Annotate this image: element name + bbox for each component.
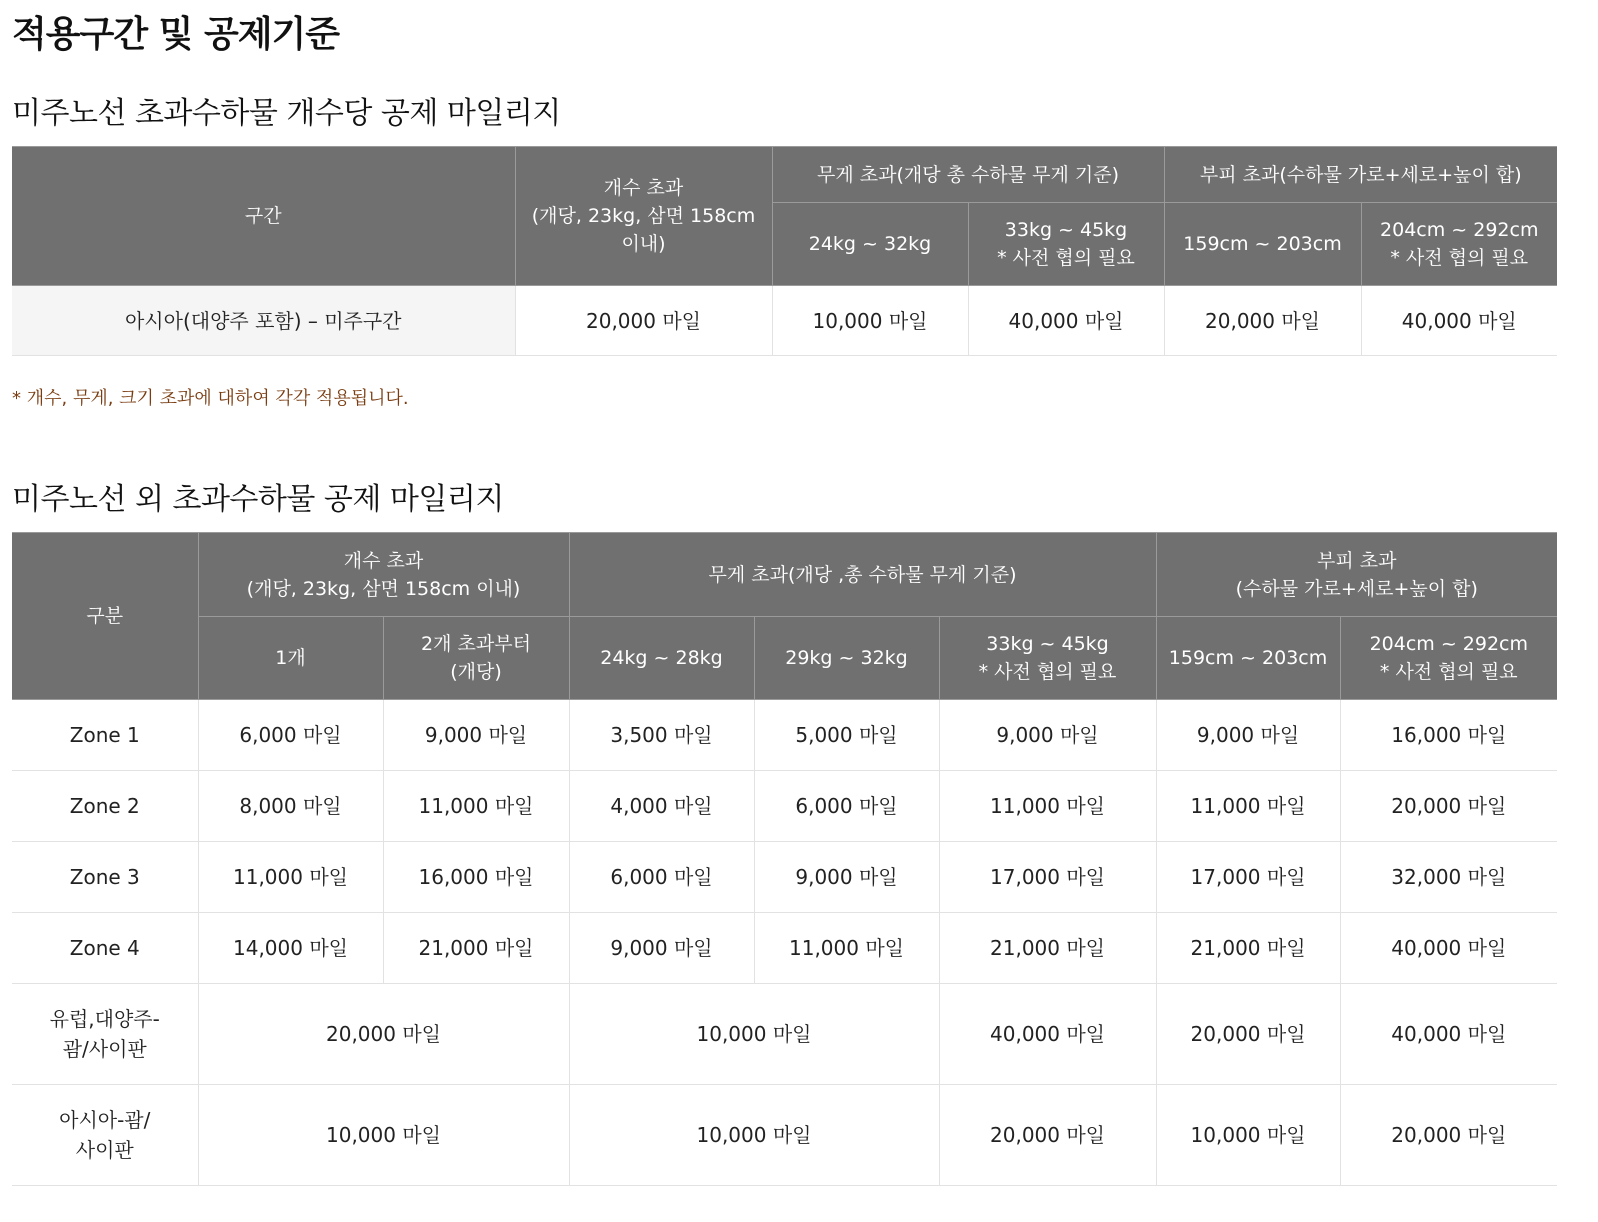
header-size-excess: 부피 초과(수하물 가로+세로+높이 합) xyxy=(1164,147,1557,203)
page-title: 적용구간 및 공제기준 xyxy=(12,14,340,55)
header-weight-33-45: 33kg ~ 45kg * 사전 협의 필요 xyxy=(968,203,1164,286)
header-size-204-292: 204cm ~ 292cm * 사전 협의 필요 xyxy=(1361,203,1557,286)
table-row xyxy=(12,842,1557,913)
header-weight-excess: 무게 초과(개당 ,총 수하물 무게 기준) xyxy=(569,533,1156,617)
size1-cell: 20,000 마일 xyxy=(1164,286,1361,356)
weight3-cell: 40,000 마일 xyxy=(939,984,1156,1085)
header-size-159-203: 159cm ~ 203cm xyxy=(1164,203,1361,286)
size2-cell: 40,000 마일 xyxy=(1340,984,1557,1085)
count-cell: 10,000 마일 xyxy=(198,1085,569,1186)
header-route: 구간 xyxy=(12,147,515,286)
table-row xyxy=(12,700,1557,771)
header-count-excess: 개수 초과 (개당, 23kg, 삼면 158cm 이내) xyxy=(198,533,569,617)
header-size-159-203: 159cm ~ 203cm xyxy=(1156,617,1340,700)
count2-cell: 21,000 마일 xyxy=(383,913,569,984)
weight1-cell: 4,000 마일 xyxy=(569,771,754,842)
weight3-cell: 9,000 마일 xyxy=(939,700,1156,771)
header-count-excess: 개수 초과 (개당, 23kg, 삼면 158cm 이내) xyxy=(515,147,772,286)
size1-cell: 21,000 마일 xyxy=(1156,913,1340,984)
other-routes-baggage-table xyxy=(12,532,1557,1186)
class-cell: Zone 1 xyxy=(12,700,198,771)
header-weight-33-45: 33kg ~ 45kg * 사전 협의 필요 xyxy=(939,617,1156,700)
size2-cell: 40,000 마일 xyxy=(1361,286,1557,356)
size1-cell: 10,000 마일 xyxy=(1156,1085,1340,1186)
header-count-2plus: 2개 초과부터 (개당) xyxy=(383,617,569,700)
class-cell: Zone 4 xyxy=(12,913,198,984)
count2-cell: 11,000 마일 xyxy=(383,771,569,842)
weight-cell: 10,000 마일 xyxy=(569,1085,939,1186)
weight3-cell: 21,000 마일 xyxy=(939,913,1156,984)
weight1-cell: 3,500 마일 xyxy=(569,700,754,771)
section2-heading: 미주노선 외 초과수하물 공제 마일리지 xyxy=(12,482,504,517)
class-cell: 아시아-괌/ 사이판 xyxy=(12,1085,198,1186)
class-cell: Zone 3 xyxy=(12,842,198,913)
class-cell: Zone 2 xyxy=(12,771,198,842)
count2-cell: 16,000 마일 xyxy=(383,842,569,913)
table-row xyxy=(12,286,1557,356)
section1-heading: 미주노선 초과수하물 개수당 공제 마일리지 xyxy=(12,96,561,131)
weight-cell: 10,000 마일 xyxy=(569,984,939,1085)
table-row xyxy=(12,1085,1557,1186)
header-weight-29-32: 29kg ~ 32kg xyxy=(754,617,939,700)
class-cell: 유럽,대양주- 괌/사이판 xyxy=(12,984,198,1085)
size2-cell: 32,000 마일 xyxy=(1340,842,1557,913)
weight2-cell: 11,000 마일 xyxy=(754,913,939,984)
size1-cell: 17,000 마일 xyxy=(1156,842,1340,913)
count1-cell: 8,000 마일 xyxy=(198,771,383,842)
header-weight-24-32: 24kg ~ 32kg xyxy=(772,203,968,286)
weight2-cell: 40,000 마일 xyxy=(968,286,1164,356)
header-weight-excess: 무게 초과(개당 총 수하물 무게 기준) xyxy=(772,147,1164,203)
weight2-cell: 6,000 마일 xyxy=(754,771,939,842)
size2-cell: 40,000 마일 xyxy=(1340,913,1557,984)
weight3-cell: 11,000 마일 xyxy=(939,771,1156,842)
count1-cell: 11,000 마일 xyxy=(198,842,383,913)
weight1-cell: 6,000 마일 xyxy=(569,842,754,913)
size2-cell: 20,000 마일 xyxy=(1340,1085,1557,1186)
weight2-cell: 9,000 마일 xyxy=(754,842,939,913)
weight1-cell: 10,000 마일 xyxy=(772,286,968,356)
table-row xyxy=(12,984,1557,1085)
header-weight-24-28: 24kg ~ 28kg xyxy=(569,617,754,700)
size2-cell: 16,000 마일 xyxy=(1340,700,1557,771)
americas-baggage-table xyxy=(12,146,1557,356)
weight1-cell: 9,000 마일 xyxy=(569,913,754,984)
weight3-cell: 17,000 마일 xyxy=(939,842,1156,913)
count2-cell: 9,000 마일 xyxy=(383,700,569,771)
table-row xyxy=(12,771,1557,842)
count1-cell: 6,000 마일 xyxy=(198,700,383,771)
table-row xyxy=(12,913,1557,984)
count-cell: 20,000 마일 xyxy=(198,984,569,1085)
header-class: 구분 xyxy=(12,533,198,700)
count1-cell: 14,000 마일 xyxy=(198,913,383,984)
footnote: * 개수, 무게, 크기 초과에 대하여 각각 적용됩니다. xyxy=(12,388,409,409)
weight2-cell: 5,000 마일 xyxy=(754,700,939,771)
size2-cell: 20,000 마일 xyxy=(1340,771,1557,842)
size1-cell: 11,000 마일 xyxy=(1156,771,1340,842)
size1-cell: 20,000 마일 xyxy=(1156,984,1340,1085)
header-count-1: 1개 xyxy=(198,617,383,700)
weight3-cell: 20,000 마일 xyxy=(939,1085,1156,1186)
header-size-204-292: 204cm ~ 292cm * 사전 협의 필요 xyxy=(1340,617,1557,700)
header-size-excess: 부피 초과 (수하물 가로+세로+높이 합) xyxy=(1156,533,1557,617)
size1-cell: 9,000 마일 xyxy=(1156,700,1340,771)
count-cell: 20,000 마일 xyxy=(515,286,772,356)
route-cell: 아시아(대양주 포함) – 미주구간 xyxy=(12,286,515,356)
